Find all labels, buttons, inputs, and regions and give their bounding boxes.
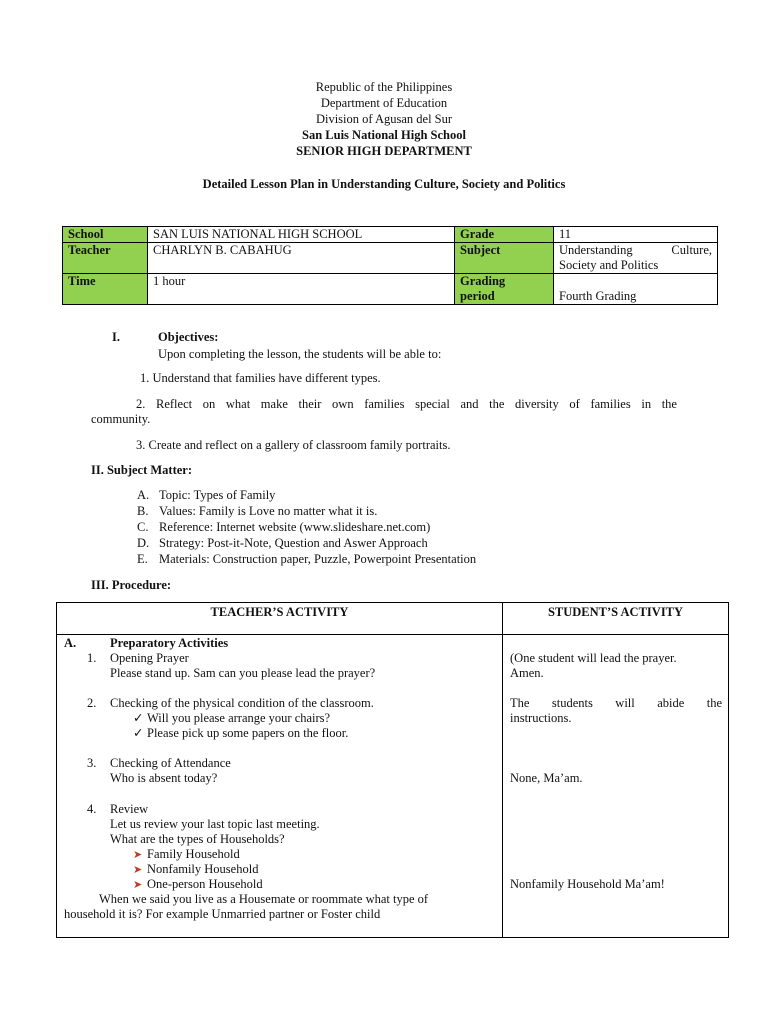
step3-title: Checking of Attendance [110, 756, 231, 770]
objectives-intro: Upon completing the lesson, the students will be able to: [158, 347, 442, 361]
list-letter: A. [137, 488, 150, 502]
header-department: SENIOR HIGH DEPARTMENT [296, 144, 472, 158]
section-letter: A. [64, 636, 77, 650]
list-item [137, 520, 476, 536]
list-text: Values: Family is Love no matter what it is. [159, 504, 378, 518]
list-item [137, 488, 476, 504]
response-1-line-2: Amen. [510, 666, 544, 680]
list-letter: E. [137, 552, 148, 566]
step4-bullet-1 [133, 847, 240, 863]
arrow-bullet-icon: ➤ [133, 879, 143, 891]
teacher-activity-header [57, 603, 503, 635]
objective-item-1: 1. Understand that families have different types. [140, 371, 381, 385]
teacher-value: CHARLYN B. CABAHUG [148, 243, 455, 274]
teacher-label: Teacher [63, 243, 148, 274]
school-label: School [63, 227, 148, 243]
step4-line-2: What are the types of Households? [110, 832, 285, 846]
subject-matter-heading: II. Subject Matter: [91, 463, 193, 477]
subject-matter-list [137, 488, 476, 568]
check-icon: ✓ [133, 711, 144, 725]
step-number-3: 3. [87, 756, 97, 770]
step1-title: Opening Prayer [110, 651, 189, 665]
step4-bullet-2-text: Nonfamily Household [147, 862, 259, 876]
objective-item-3: 3. Create and reflect on a gallery of classroom family portraits. [136, 438, 451, 452]
step2-check-2 [133, 726, 348, 741]
school-value: SAN LUIS NATIONAL HIGH SCHOOL [148, 227, 455, 243]
student-activity-cell [503, 635, 729, 938]
step2-check-2-text: Please pick up some papers on the floor. [147, 726, 349, 740]
header-line-republic: Republic of the Philippines [315, 80, 453, 94]
grade-value: 11 [554, 227, 718, 243]
step2-title: Checking of the physical condition of the classroom. [110, 696, 374, 710]
teacher-activity-header-text: TEACHER’S ACTIVITY [210, 605, 349, 619]
list-item [137, 536, 476, 552]
subject-value-line1: Understanding Culture, [559, 243, 712, 257]
grading-label-line1: Grading [460, 274, 506, 288]
list-text: Strategy: Post-it-Note, Question and Aswer Approach [159, 536, 428, 550]
step4-question-line-1: When we said you live as a Housemate or roommate what type of [99, 892, 429, 906]
list-item [137, 552, 476, 568]
response-2-line-1: The students will abide the [510, 696, 722, 710]
response-1-line-1: (One student will lead the prayer. [510, 651, 677, 665]
list-letter: D. [137, 536, 150, 550]
procedure-heading: III. Procedure: [91, 578, 172, 592]
step2-check-1-text: Will you please arrange your chairs? [147, 711, 331, 725]
step4-bullet-3-text: One-person Household [147, 877, 263, 891]
step4-bullet-1-text: Family Household [147, 847, 240, 861]
step-number-2: 2. [87, 696, 97, 710]
student-activity-header-text: STUDENT’S ACTIVITY [547, 605, 684, 619]
step4-bullet-3 [133, 877, 263, 893]
step3-line: Who is absent today? [110, 771, 218, 785]
time-value: 1 hour [148, 274, 455, 305]
arrow-bullet-icon: ➤ [133, 864, 143, 876]
subject-value-line2: Society and Politics [559, 258, 659, 272]
time-label: Time [63, 274, 148, 305]
student-activity-content [504, 636, 727, 936]
student-activity-header [503, 603, 729, 635]
subject-value [554, 243, 718, 274]
list-item [137, 504, 476, 520]
objectives-heading: Objectives: [158, 330, 219, 344]
lesson-info-table [62, 226, 718, 305]
section-title: Preparatory Activities [110, 636, 229, 650]
objective-item-2: 2. Reflect on what make their own families special and the diversity of families in the [136, 397, 677, 411]
step4-question-line-2: household it is? For example Unmarried partner or Foster child [64, 907, 381, 921]
step1-line: Please stand up. Sam can you please lead the prayer? [110, 666, 376, 680]
objective-item-2-cont: community. [91, 412, 151, 426]
grading-period-value: Fourth Grading [554, 274, 718, 305]
step4-title: Review [110, 802, 149, 816]
teacher-activity-cell [57, 635, 503, 938]
list-text: Topic: Types of Family [159, 488, 276, 502]
header-line-division: Division of Agusan del Sur [315, 112, 453, 126]
grading-label-line2: period [460, 289, 495, 303]
list-text: Reference: Internet website (www.slideshare.net.com) [159, 520, 431, 534]
grade-label: Grade [455, 227, 554, 243]
step4-bullet-2 [133, 862, 258, 878]
header-line-deped: Department of Education [320, 96, 448, 110]
arrow-bullet-icon: ➤ [133, 849, 143, 861]
objectives-numeral: I. [112, 330, 120, 344]
header-school-name: San Luis National High School [302, 128, 466, 142]
step2-check-1 [133, 711, 330, 726]
check-icon: ✓ [133, 726, 144, 740]
response-4: Nonfamily Household Ma’am! [510, 877, 665, 891]
subject-label: Subject [455, 243, 554, 274]
response-2-line-2: instructions. [510, 711, 572, 725]
grading-period-label [455, 274, 554, 305]
procedure-table [56, 602, 729, 938]
step-number-1: 1. [87, 651, 97, 665]
step4-line-1: Let us review your last topic last meeting. [110, 817, 320, 831]
document-title: Detailed Lesson Plan in Understanding Culture, Society and Politics [202, 177, 566, 191]
step-number-4: 4. [87, 802, 97, 816]
response-3: None, Ma’am. [510, 771, 583, 785]
teacher-activity-content [58, 636, 501, 936]
list-letter: B. [137, 504, 149, 518]
list-text: Materials: Construction paper, Puzzle, Powerpoint Presentation [159, 552, 477, 566]
list-letter: C. [137, 520, 149, 534]
